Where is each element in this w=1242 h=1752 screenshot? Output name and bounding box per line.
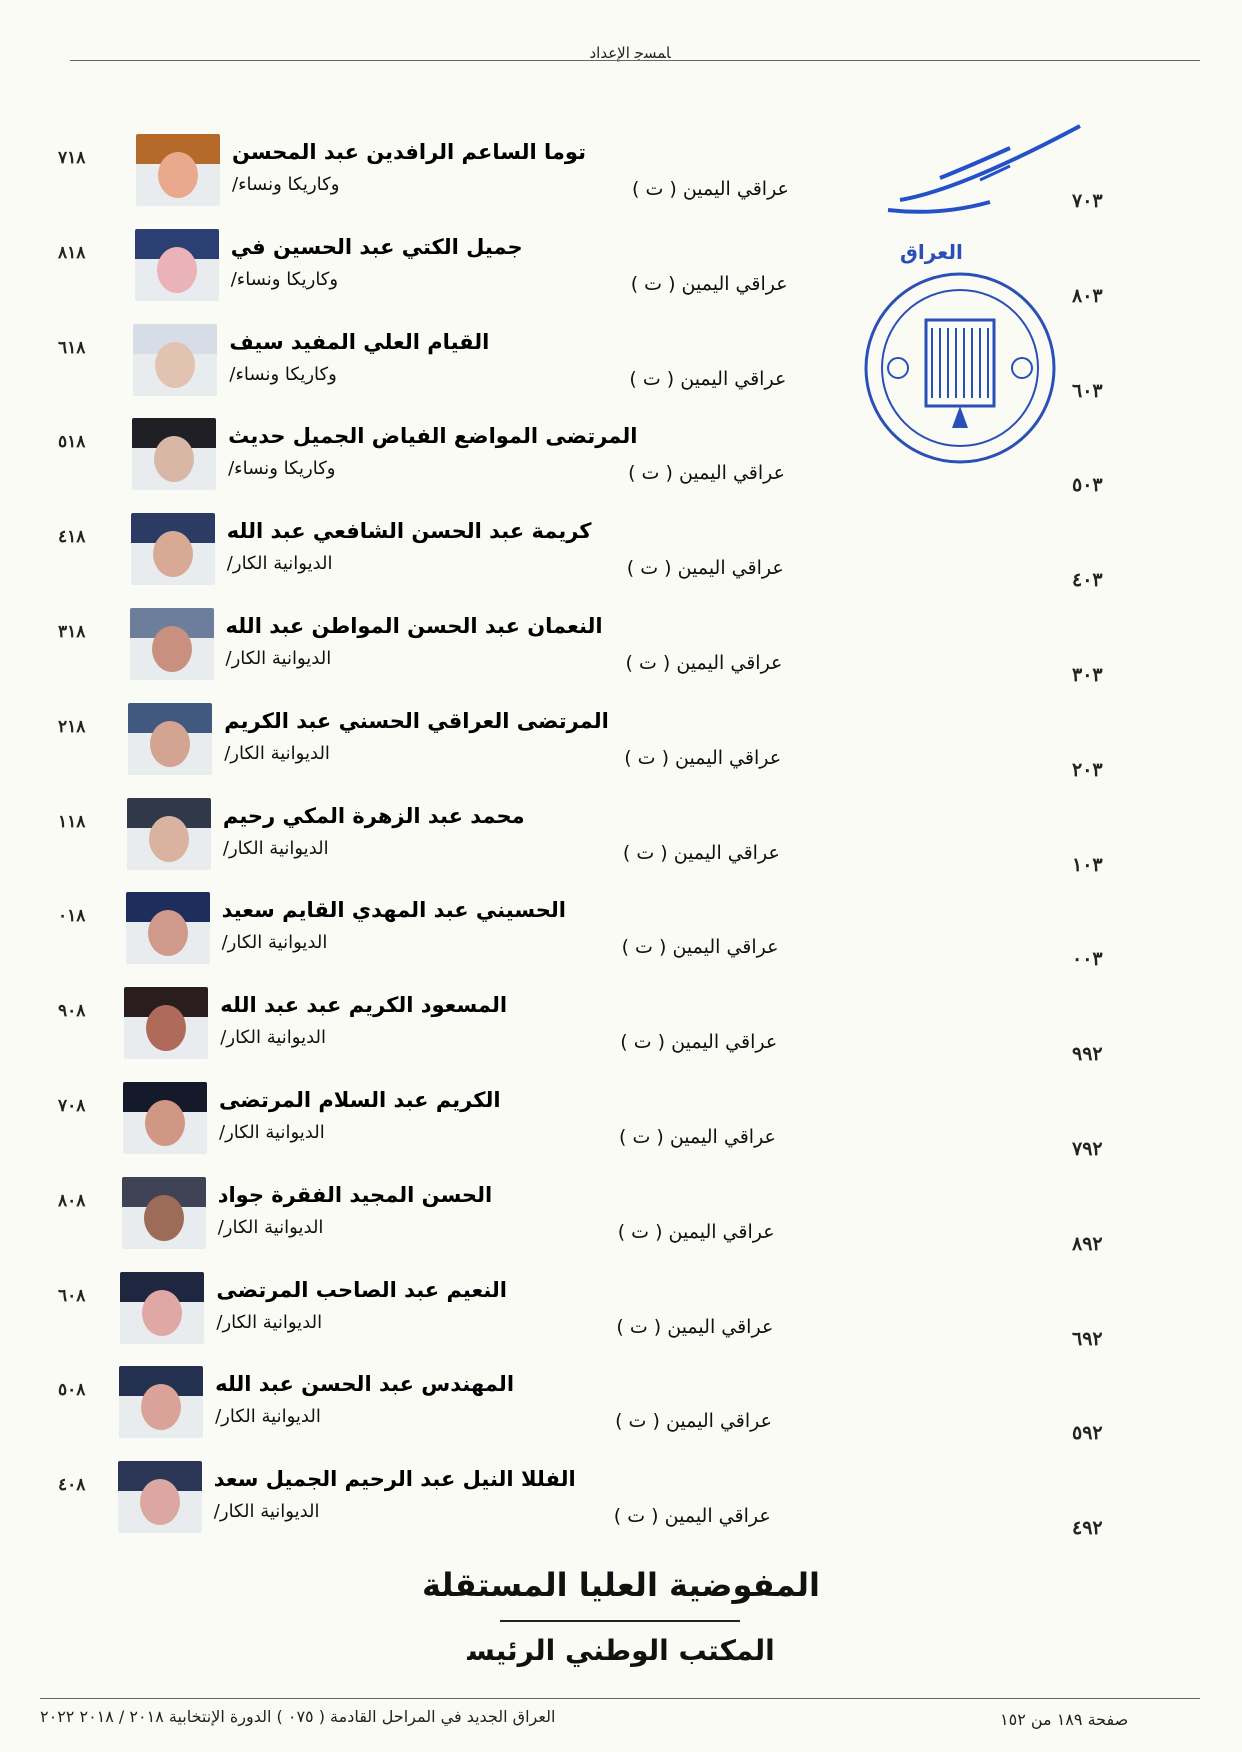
right-number: ٨٩٢ (1072, 1232, 1103, 1255)
candidate-photo (122, 1177, 206, 1249)
candidate-photo (126, 892, 210, 964)
right-number: ٠٠٣ (1072, 948, 1103, 971)
left-number: ٥٠٨ (58, 1380, 86, 1401)
candidate-party: ( ﺕ ) ﻋﺮﺍﻗﻲ ﺍﻟﻴﻤﻴﻦ (621, 936, 779, 959)
left-number: ٨١٨ (58, 242, 86, 263)
candidate-subtitle: /ﺍﻟﺪﻳﻮﺍﻧﻴﺔ ﺍﻟﻜﺎﺭ (221, 932, 328, 954)
list-item (0, 507, 1242, 599)
candidate-photo (133, 324, 217, 396)
candidate-name: ﺍﻟﻔﻠﻼ ﺍﻟﻨﻴﻞ ﻋﺒﺪ ﺍﻟﺮﺣﻴﻢ ﺍﻟﺠﻤﻴﻞ ﺳﻌﺪ (213, 1467, 576, 1492)
candidate-subtitle: /ﺍﻟﺪﻳﻮﺍﻧﻴﺔ ﺍﻟﻜﺎﺭ (213, 1501, 320, 1523)
candidate-photo (123, 1082, 207, 1154)
candidate-name: ﻣﺤﻤﺪ ﻋﺒﺪ ﺍﻟﺰﻫﺮﺓ ﺍﻟﻤﻜﻲ ﺭﺣﻴﻢ (222, 803, 525, 828)
footer-rule (40, 1698, 1200, 1699)
stamp-label: ﺍﻟﻌﺮﺍﻕ (900, 240, 963, 264)
candidate-subtitle: /ﺍﻟﺪﻳﻮﺍﻧﻴﺔ ﺍﻟﻜﺎﺭ (219, 1122, 325, 1143)
list-item (0, 1455, 1242, 1547)
candidate-photo (132, 418, 216, 490)
candidate-party: ( ﺕ ) ﻋﺮﺍﻗﻲ ﺍﻟﻴﻤﻴﻦ (620, 1031, 778, 1054)
list-item (0, 697, 1242, 789)
candidate-subtitle: /ﻭﻛﺎﺭﻳﻜﺎ ﻭﻧﺴﺎﺀ (229, 363, 337, 385)
left-number: ٤٠٨ (58, 1475, 86, 1496)
photo-face (150, 721, 190, 767)
candidate-party: ( ﺕ ) ﻋﺮﺍﻗﻲ ﺍﻟﻴﻤﻴﻦ (629, 367, 787, 390)
right-number: ٤٠٣ (1072, 569, 1103, 592)
photo-face (153, 531, 193, 577)
list-item (0, 128, 1242, 220)
photo-face (154, 436, 194, 482)
photo-face (141, 1384, 181, 1430)
candidate-subtitle: /ﺍﻟﺪﻳﻮﺍﻧﻴﺔ ﺍﻟﻜﺎﺭ (217, 1216, 324, 1238)
candidate-photo (120, 1272, 204, 1344)
footer-left: ﺍﻟﻌﺮﺍﻕ ﺍﻟﺠﺪﻳﺪ ﻓﻲ ﺍﻟﻤﺮﺍﺣﻞ ﺍﻟﻘﺎﺩﻣﺔ ( ٠٧٥ ) ﺍﻟﺪﻭﺭﺓ ﺍﻹﻧﺘﺨﺎﺑﻴﺔ ٢٠١٨ / ٢٠١٨ ٢٠٢٢ (40, 1707, 556, 1726)
candidate-name: ﻛﺮﻳﻤﺔ ﻋﺒﺪ ﺍﻟﺤﺴﻦ ﺍﻟﺸﺎﻓﻌﻲ ﻋﺒﺪ ﺍﻟﻠﻪ (226, 519, 592, 544)
candidate-name: ﺍﻟﻤﺮﺗﻀﻰ ﺍﻟﻌﺮﺍﻗﻲ ﺍﻟﺤﺴﻨﻲ ﻋﺒﺪ ﺍﻟﻜﺮﻳﻢ (224, 708, 609, 733)
left-number: ٦١٨ (58, 337, 86, 358)
candidate-party: ( ﺕ ) ﻋﺮﺍﻗﻲ ﺍﻟﻴﻤﻴﻦ (619, 1126, 776, 1148)
left-number: ٦٠٨ (58, 1285, 86, 1306)
candidate-photo (119, 1366, 203, 1438)
right-number: ٦٩٢ (1072, 1327, 1103, 1350)
candidate-party: ( ﺕ ) ﻋﺮﺍﻗﻲ ﺍﻟﻴﻤﻴﻦ (616, 1315, 774, 1338)
left-number: ٣١٨ (58, 622, 86, 642)
photo-face (152, 626, 192, 672)
candidate-name: ﺍﻟﻤﺮﺗﻀﻰ ﺍﻟﻤﻮﺍﺿﻊ ﺍﻟﻔﻴﺎﺽ ﺍﻟﺠﻤﻴﻞ ﺣﺪﻳﺚ (228, 424, 638, 449)
candidate-party: ( ﺕ ) ﻋﺮﺍﻗﻲ ﺍﻟﻴﻤﻴﻦ (617, 1220, 775, 1243)
list-item (0, 602, 1242, 694)
candidate-subtitle: /ﻭﻛﺎﺭﻳﻜﺎ ﻭﻧﺴﺎﺀ (230, 268, 339, 290)
candidate-photo (131, 513, 215, 585)
right-number: ٤٩٢ (1072, 1517, 1103, 1540)
candidate-party: ( ﺕ ) ﻋﺮﺍﻗﻲ ﺍﻟﻴﻤﻴﻦ (626, 557, 784, 580)
list-item (0, 1171, 1242, 1263)
photo-face (148, 910, 188, 956)
photo-face (149, 816, 189, 862)
candidate-name: ﺍﻟﻨﻌﻤﺎﻥ ﻋﺒﺪ ﺍﻟﺤﺴﻦ ﺍﻟﻤﻮﺍﻃﻦ ﻋﺒﺪ ﺍﻟﻠﻪ (225, 614, 603, 638)
photo-face (155, 342, 195, 388)
right-number: ٧٩٢ (1072, 1138, 1103, 1160)
candidate-party: ( ﺕ ) ﻋﺮﺍﻗﻲ ﺍﻟﻴﻤﻴﻦ (625, 652, 783, 674)
right-number: ٩٩٢ (1072, 1043, 1103, 1066)
left-number: ٩٠٨ (58, 1001, 86, 1022)
candidate-photo (136, 134, 220, 206)
candidate-name: ﺍﻟﻜﺮﻳﻢ ﻋﺒﺪ ﺍﻟﺴﻼﻡ ﺍﻟﻤﺮﺗﻀﻰ (219, 1088, 501, 1112)
candidate-name: ﺍﻟﻤﻬﻨﺪﺱ ﻋﺒﺪ ﺍﻟﺤﺴﻦ ﻋﺒﺪ ﺍﻟﻠﻪ (215, 1372, 515, 1397)
candidate-name: ﺍﻟﺤﺴﻦ ﺍﻟﻤﺠﻴﺪ ﺍﻟﻔﻘﺮﺓ ﺟﻮﺍﺩ (217, 1182, 493, 1207)
candidate-photo (118, 1461, 202, 1533)
list-item (0, 412, 1242, 504)
photo-face (157, 247, 197, 293)
right-number: ١٠٣ (1072, 853, 1103, 876)
footer-page-number: ﺻﻔﺤﺔ ١٨٩ ﻣﻦ ١٥٢ (1000, 1710, 1129, 1729)
candidate-subtitle: /ﺍﻟﺪﻳﻮﺍﻧﻴﺔ ﺍﻟﻜﺎﺭ (222, 837, 329, 859)
candidate-party: ( ﺕ ) ﻋﺮﺍﻗﻲ ﺍﻟﻴﻤﻴﻦ (630, 272, 788, 295)
candidate-subtitle: /ﺍﻟﺪﻳﻮﺍﻧﻴﺔ ﺍﻟﻜﺎﺭ (216, 1311, 323, 1333)
candidate-party: ( ﺕ ) ﻋﺮﺍﻗﻲ ﺍﻟﻴﻤﻴﻦ (628, 462, 785, 485)
list-item (0, 792, 1242, 884)
left-number: ٤١٨ (58, 527, 86, 548)
list-item (0, 1076, 1242, 1168)
list-item (0, 1360, 1242, 1452)
left-number: ٧٠٨ (58, 1096, 86, 1116)
photo-face (158, 152, 198, 198)
candidate-name: ﺍﻟﻘﻴﺎﻡ ﺍﻟﻌﻠﻲ ﺍﻟﻤﻔﻴﺪ ﺳﻴﻒ (229, 329, 490, 354)
candidate-subtitle: /ﺍﻟﺪﻳﻮﺍﻧﻴﺔ ﺍﻟﻜﺎﺭ (215, 1406, 321, 1428)
candidate-photo (127, 798, 211, 870)
candidate-photo (128, 703, 212, 775)
candidate-subtitle: /ﺍﻟﺪﻳﻮﺍﻧﻴﺔ ﺍﻟﻜﺎﺭ (224, 742, 330, 764)
right-number: ٦٠٣ (1072, 379, 1103, 402)
closing-rule (500, 1620, 740, 1622)
candidate-name: ﺍﻟﻤﺴﻌﻮﺩ ﺍﻟﻜﺮﻳﻢ ﻋﺒﺪ ﻋﺒﺪ ﺍﻟﻠﻪ (220, 993, 508, 1018)
left-number: ٥١٨ (58, 432, 86, 453)
left-number: ٢١٨ (58, 716, 86, 737)
right-number: ٣٠٣ (1072, 664, 1103, 686)
candidate-subtitle: /ﺍﻟﺪﻳﻮﺍﻧﻴﺔ ﺍﻟﻜﺎﺭ (220, 1027, 327, 1049)
left-number: ٨٠٨ (58, 1190, 86, 1211)
candidate-subtitle: /ﻭﻛﺎﺭﻳﻜﺎ ﻭﻧﺴﺎﺀ (232, 174, 340, 195)
candidate-party: ( ﺕ ) ﻋﺮﺍﻗﻲ ﺍﻟﻴﻤﻴﻦ (624, 746, 782, 769)
list-item (0, 886, 1242, 978)
left-number: ٠١٨ (58, 906, 86, 927)
candidate-photo (135, 229, 219, 301)
list-item (0, 981, 1242, 1073)
closing-title: ﺍﻟﻤﻔﻮﺿﻴﺔ ﺍﻟﻌﻠﻴﺎ ﺍﻟﻤﺴﺘﻘﻠﺔ (422, 1566, 820, 1604)
running-header: ﺎﻤﺴﺟ ﺍﻹﻋﺪﺍﺩ (589, 44, 671, 62)
candidate-photo (124, 987, 208, 1059)
right-number: ٨٠٣ (1072, 284, 1103, 307)
candidate-photo (130, 608, 214, 680)
header-rule (70, 60, 1200, 61)
candidate-name: ﺍﻟﺤﺴﻴﻨﻲ ﻋﺒﺪ ﺍﻟﻤﻬﺪﻱ ﺍﻟﻘﺎﻳﻢ ﺳﻌﻴﺪ (221, 898, 566, 923)
candidate-subtitle: /ﻭﻛﺎﺭﻳﻜﺎ ﻭﻧﺴﺎﺀ (228, 458, 336, 480)
candidate-name: ﺟﻤﻴﻞ ﺍﻟﻜﺘﻲ ﻋﺒﺪ ﺍﻟﺤﺴﻴﻦ ﻓﻲ (230, 234, 523, 259)
right-number: ٢٠٣ (1072, 758, 1103, 781)
closing-subtitle: ﺍﻟﻤﻜﺘﺐ ﺍﻟﻮﻃﻨﻲ ﺍﻟﺮﺋﻴﺴ (467, 1634, 775, 1667)
left-number: ٧١٨ (58, 148, 86, 168)
list-item (0, 223, 1242, 315)
candidate-party: ( ﺕ ) ﻋﺮﺍﻗﻲ ﺍﻟﻴﻤﻴﻦ (613, 1505, 771, 1528)
photo-face (142, 1290, 182, 1336)
list-item (0, 1266, 1242, 1358)
photo-face (140, 1479, 180, 1525)
photo-face (146, 1005, 186, 1051)
photo-face (145, 1100, 185, 1146)
candidate-name: ﺗﻮﻣﺎ ﺍﻟﺴﺎﻋﻢ ﺍﻟﺮﺍﻓﺪﻳﻦ ﻋﺒﺪ ﺍﻟﻤﺤﺴﻦ (232, 140, 586, 164)
candidate-party: ( ﺕ ) ﻋﺮﺍﻗﻲ ﺍﻟﻴﻤﻴﻦ (622, 841, 780, 864)
right-number: ٥٠٣ (1072, 474, 1103, 497)
candidate-subtitle: /ﺍﻟﺪﻳﻮﺍﻧﻴﺔ ﺍﻟﻜﺎﺭ (225, 648, 332, 669)
candidate-party: ( ﺕ ) ﻋﺮﺍﻗﻲ ﺍﻟﻴﻤﻴﻦ (615, 1410, 772, 1433)
candidate-subtitle: /ﺍﻟﺪﻳﻮﺍﻧﻴﺔ ﺍﻟﻜﺎﺭ (226, 553, 333, 575)
candidate-party: ( ﺕ ) ﻋﺮﺍﻗﻲ ﺍﻟﻴﻤﻴﻦ (632, 178, 789, 200)
candidate-name: ﺍﻟﻨﻌﻴﻢ ﻋﺒﺪ ﺍﻟﺼﺎﺣﺐ ﺍﻟﻤﺮﺗﻀﻰ (216, 1277, 507, 1302)
list-item (0, 318, 1242, 410)
right-number: ٧٠٣ (1072, 190, 1103, 212)
right-number: ٥٩٢ (1072, 1422, 1103, 1445)
photo-face (144, 1195, 184, 1241)
left-number: ١١٨ (58, 811, 86, 832)
